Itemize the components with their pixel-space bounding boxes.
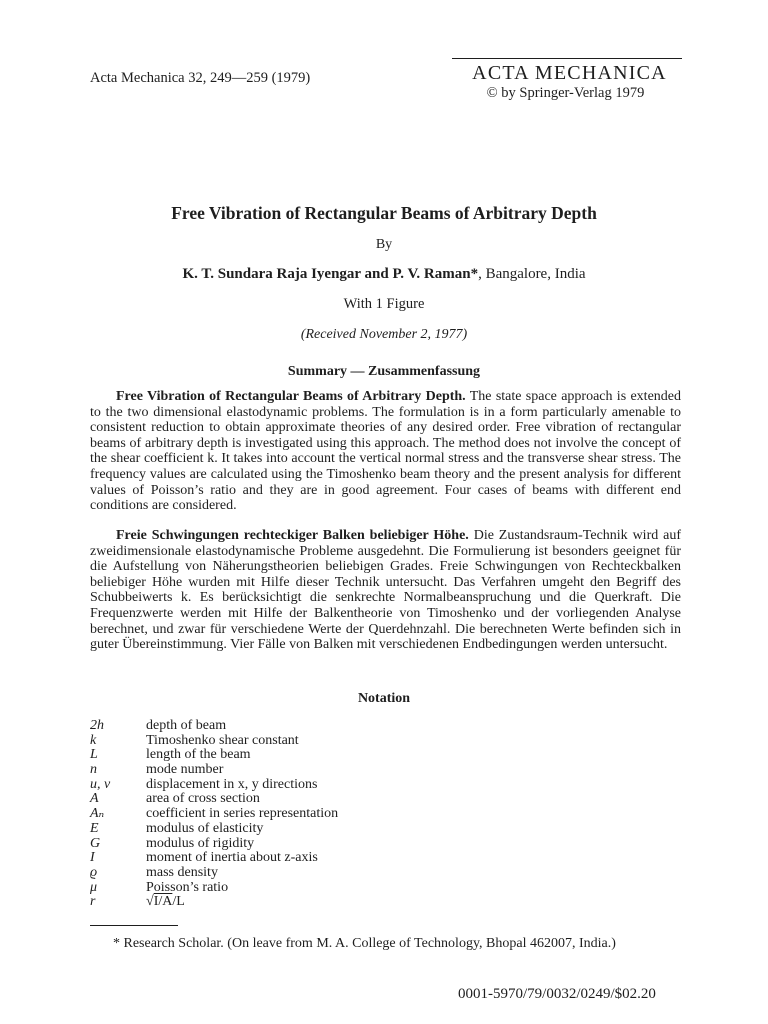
notation-description-tail: /L	[172, 894, 185, 910]
notation-description: area of cross section	[146, 791, 260, 807]
notation-symbol: 2h	[90, 718, 104, 733]
received-date: (Received November 2, 1977)	[300, 327, 468, 342]
notation-description: Timoshenko shear constant	[146, 732, 299, 748]
german-abstract-title: Freie Schwingungen rechteckiger Balken beliebiger Höhe.	[116, 528, 469, 543]
english-abstract	[90, 389, 681, 514]
notation-symbol: I	[90, 850, 95, 866]
notation-description: modulus of rigidity	[146, 835, 255, 851]
english-abstract-title: Free Vibration of Rectangular Beams of Arbitrary Depth.	[116, 389, 466, 404]
notation-row	[90, 895, 650, 910]
notation-symbol: μ	[90, 879, 98, 895]
notation-description: mass density	[146, 864, 218, 880]
notation-description: mode number	[146, 762, 224, 778]
notation-description: length of the beam	[146, 747, 251, 763]
notation-symbol: n	[90, 762, 97, 778]
notation-description: displacement in x, y directions	[146, 776, 318, 792]
notation-symbol: E	[90, 820, 99, 836]
german-abstract	[90, 528, 681, 653]
notation-row	[90, 734, 650, 749]
publisher-copyright: © by Springer-Verlag 1979	[486, 85, 645, 101]
notation-row	[90, 807, 650, 822]
notation-row	[90, 792, 650, 807]
notation-symbol: r	[90, 894, 96, 910]
notation-symbol: u, v	[90, 776, 111, 792]
german-abstract-text: Die Zustandsraum-Technik wird auf zweidimensionale elastodynamische Probleme ausgedehnt. Die Formulierung ist besonders geeignet für die Aufstellung von Näherungstheorien beliebigen Grades. Freie Schwingungen von Rechteckbalken beliebiger Höhe wurden mit Hilfe dieser Technik untersucht. Das Verfahren umgeht den Begriff des Schubbeiwerts k. Es berücksichtigt die senkrechte Normalbeanspruchung und die Querkraft. Die Frequenzwerte werden mit Hilfe der Balkentheorie von Timoshenko und der vorliegenden Analyse berechnet, und zwar für verschiedene Werte der Querdehnzahl. Die berechneten Werte befinden sich in guter Übereinstimmung. Vier Fälle von Balken mit verschiedenen Endbedingungen werden untersucht.	[90, 528, 682, 653]
notation-symbol: ϱ	[90, 864, 98, 880]
author-names: K. T. Sundara Raja Iyengar and P. V. Raman*	[182, 266, 479, 282]
notation-description: Poisson’s ratio	[146, 879, 229, 895]
notation-row	[90, 866, 650, 881]
figure-count: With 1 Figure	[343, 296, 425, 312]
sqrt-icon: √	[146, 894, 154, 910]
notation-row	[90, 837, 650, 852]
notation-description: depth of beam	[146, 718, 227, 733]
summary-heading: Summary — Zusammenfassung	[287, 364, 481, 379]
journal-masthead	[452, 58, 687, 102]
notation-row	[90, 748, 650, 763]
notation-row	[90, 719, 650, 734]
notation-symbol: Aₙ	[90, 806, 105, 822]
english-abstract-text: The state space approach is extended to the two dimensional elastodynamic problems. The formulation is in a form particularly amenable to consistent reduction to obtain approximate theories of any desired order. Free vibration of rectangular beams of arbitrary depth is investigated using this approach. The method does not involve the concept of the shear coefficient k. It takes into account the vertical normal stress and the transverse shear stress. The frequency values are calculated using the Timoshenko beam theory and the present analysis for different values of Poisson’s ratio and they are in good agreement. Four cases of beams with different end conditions are considered.	[90, 389, 681, 514]
notation-description: moment of inertia about z-axis	[146, 850, 318, 866]
article-code: 0001-5970/79/0032/0249/$02.20	[458, 986, 656, 1002]
notation-row	[90, 778, 650, 793]
notation-symbol: A	[90, 791, 99, 807]
masthead-rule	[452, 58, 682, 59]
footnote-rule	[90, 925, 178, 926]
notation-symbol: k	[90, 732, 97, 748]
author-affiliation: , Bangalore, India	[478, 266, 586, 282]
notation-heading: Notation	[357, 691, 411, 706]
notation-row	[90, 851, 650, 866]
article-title: Free Vibration of Rectangular Beams of Arbitrary Depth	[171, 203, 597, 223]
notation-description	[146, 895, 650, 910]
notation-symbol: G	[90, 835, 101, 851]
by-line: By	[375, 237, 393, 252]
notation-description: coefficient in series representation	[146, 806, 339, 822]
notation-row	[90, 822, 650, 837]
notation-list	[90, 719, 650, 910]
footnote: * Research Scholar. (On leave from M. A. College of Technology, Bhopal 462007, India.)	[113, 936, 616, 951]
journal-citation: Acta Mechanica 32, 249—259 (1979)	[90, 70, 311, 86]
sqrt-radicand: I/A	[153, 894, 173, 910]
journal-name: ACTA MECHANICA	[472, 62, 667, 84]
notation-description: modulus of elasticity	[146, 820, 264, 836]
authors	[0, 266, 768, 283]
notation-symbol: L	[90, 747, 98, 763]
notation-row	[90, 763, 650, 778]
